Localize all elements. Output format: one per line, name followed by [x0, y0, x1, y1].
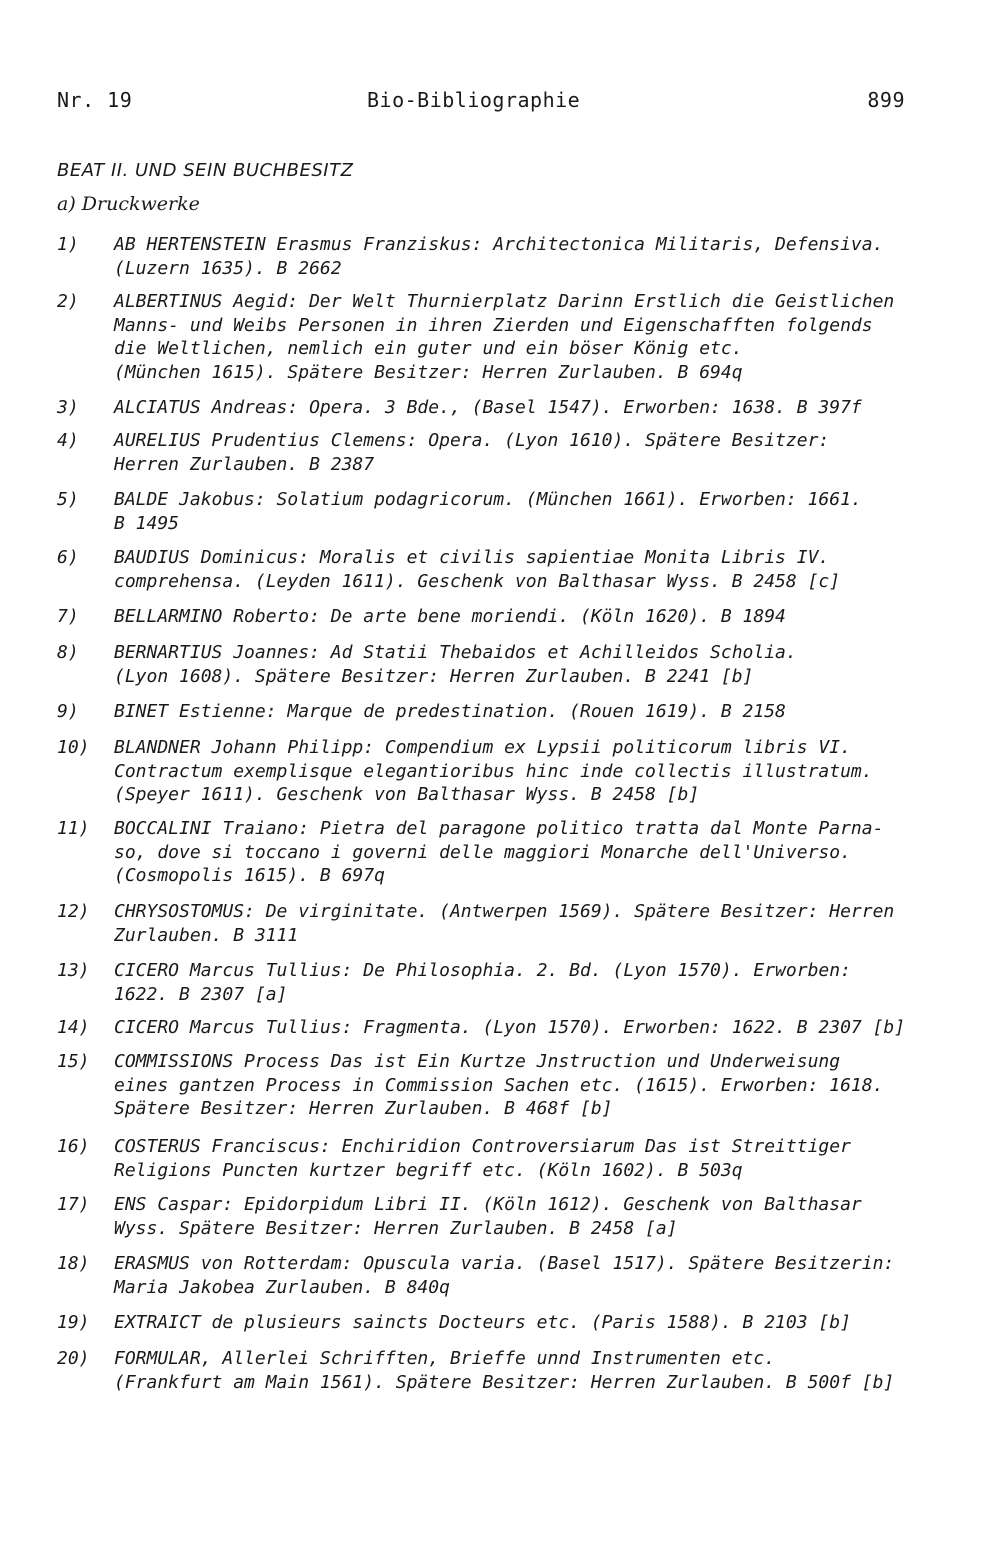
entry-text [114, 396, 944, 420]
entry-line: (Lyon 1608). Spätere Besitzer: Herren Zurlauben. B 2241 [b] [114, 665, 754, 687]
entry-text [114, 641, 944, 688]
entry-number: 8) [57, 642, 79, 663]
entry-line: B 1495 [114, 512, 180, 534]
entry-line: (Frankfurt am Main 1561). Spätere Besitzer: Herren Zurlauben. B 500f [b] [114, 1371, 895, 1393]
entry-number: 11) [57, 818, 90, 839]
entry-line: Manns- und Weibs Personen in ihren Zierden und Eigenschafften folgends [114, 314, 873, 336]
running-title: Bio-Bibliographie [367, 88, 581, 112]
entry-line: eines gantzen Process in Commission Sachen etc. (1615). Erworben: 1618. [114, 1074, 884, 1096]
entry-text [114, 1311, 944, 1335]
entry-text [114, 488, 944, 535]
entry-number: 5) [57, 489, 79, 510]
entry-line: COSTERUS Franciscus: Enchiridion Controversiarum Das ist Streittiger [114, 1136, 851, 1157]
entry-number: 3) [57, 397, 79, 418]
entry-line: ERASMUS von Rotterdam: Opuscula varia. (Basel 1517). Spätere Besitzerin: [114, 1253, 895, 1274]
entry-line: Maria Jakobea Zurlauben. B 840q [114, 1276, 450, 1298]
entry-number: 4) [57, 430, 79, 451]
entry-line: Wyss. Spätere Besitzer: Herren Zurlauben. B 2458 [a] [114, 1217, 678, 1239]
entry-text [114, 1252, 944, 1299]
entry-line: Contractum exemplisque elegantioribus hinc inde collectis illustratum. [114, 760, 873, 782]
entry-number: 16) [57, 1136, 90, 1157]
entry-text [114, 290, 944, 384]
entry-line: so, dove si toccano i governi delle maggiori Monarche dell'Universo. [114, 841, 851, 863]
entry-text [114, 605, 944, 629]
entry-number: 1) [57, 234, 79, 255]
entry-line: AURELIUS Prudentius Clemens: Opera. (Lyon 1610). Spätere Besitzer: [114, 430, 830, 451]
page-number: 899 [867, 88, 905, 112]
section-title: BEAT II. UND SEIN BUCHBESITZ [57, 160, 354, 181]
entry-line: die Weltlichen, nemlich ein guter und ein böser König etc. [114, 338, 743, 359]
entry-line: CHRYSOSTOMUS: De virginitate. (Antwerpen 1569). Spätere Besitzer: Herren [114, 901, 895, 922]
entry-line: CICERO Marcus Tullius: Fragmenta. (Lyon 1570). Erworben: 1622. B 2307 [b] [114, 1017, 906, 1038]
entry-number: 19) [57, 1312, 90, 1333]
entry-line: BALDE Jakobus: Solatium podagricorum. (München 1661). Erworben: 1661. [114, 489, 862, 510]
entry-line: ENS Caspar: Epidorpidum Libri II. (Köln 1612). Geschenk von Balthasar [114, 1194, 862, 1215]
entry-number: 17) [57, 1194, 90, 1215]
entry-line: comprehensa. (Leyden 1611). Geschenk von Balthasar Wyss. B 2458 [c] [114, 570, 841, 592]
entry-text [114, 1135, 944, 1182]
entry-text [114, 700, 944, 724]
entry-text [114, 233, 944, 280]
entry-number: 7) [57, 606, 79, 627]
entry-number: 10) [57, 737, 90, 758]
entry-line: Spätere Besitzer: Herren Zurlauben. B 468f [b] [114, 1098, 613, 1119]
entry-line: ALBERTINUS Aegid: Der Welt Thurnierplatz Darinn Erstlich die Geistlichen [114, 291, 895, 312]
entry-text [114, 959, 944, 1006]
entry-line: (Cosmopolis 1615). B 697q [114, 865, 385, 886]
entry-line: FORMULAR, Allerlei Schrifften, Brieffe unnd Instrumenten etc. [114, 1348, 776, 1369]
entry-line: (Speyer 1611). Geschenk von Balthasar Wyss. B 2458 [b] [114, 784, 700, 805]
entry-text [114, 736, 944, 807]
entry-line: CICERO Marcus Tullius: De Philosophia. 2. Bd. (Lyon 1570). Erworben: [114, 960, 851, 981]
entry-text [114, 1016, 944, 1040]
entry-line: 1622. B 2307 [a] [114, 983, 288, 1005]
entry-line: BLANDNER Johann Philipp: Compendium ex Lypsii politicorum libris VI. [114, 737, 851, 758]
subheading: a) Druckwerke [57, 193, 200, 215]
entry-line: Religions Puncten kurtzer begriff etc. (Köln 1602). B 503q [114, 1159, 743, 1181]
entry-text [114, 817, 944, 888]
entry-text [114, 1347, 944, 1394]
entry-line: Herren Zurlauben. B 2387 [114, 453, 375, 475]
entry-number: 14) [57, 1017, 90, 1038]
entry-number: 15) [57, 1051, 90, 1072]
entry-line: Zurlauben. B 3111 [114, 924, 299, 946]
entry-line: EXTRAICT de plusieurs saincts Docteurs etc. (Paris 1588). B 2103 [b] [114, 1312, 851, 1333]
page-header [57, 88, 905, 116]
entry-text [114, 429, 944, 476]
entry-text [114, 1193, 944, 1240]
entry-number: 20) [57, 1348, 90, 1369]
entry-line: (München 1615). Spätere Besitzer: Herren Zurlauben. B 694q [114, 361, 743, 383]
entry-text [114, 900, 944, 947]
entry-line: (Luzern 1635). B 2662 [114, 257, 342, 279]
entry-text [114, 546, 944, 593]
entry-number: 6) [57, 547, 79, 568]
entry-number: 18) [57, 1253, 90, 1274]
entry-line: BOCCALINI Traiano: Pietra del paragone politico tratta dal Monte Parna- [114, 818, 884, 839]
entry-line: ALCIATUS Andreas: Opera. 3 Bde., (Basel 1547). Erworben: 1638. B 397f [114, 397, 862, 418]
entry-line: BERNARTIUS Joannes: Ad Statii Thebaidos et Achilleidos Scholia. [114, 642, 797, 663]
entry-line: BINET Estienne: Marque de predestination. (Rouen 1619). B 2158 [114, 701, 786, 722]
entry-number: 12) [57, 901, 90, 922]
entry-number: 2) [57, 291, 79, 312]
entry-number: 9) [57, 701, 79, 722]
entry-line: COMMISSIONS Process Das ist Ein Kurtze Jnstruction und Underweisung [114, 1051, 841, 1072]
entry-line: BAUDIUS Dominicus: Moralis et civilis sapientiae Monita Libris IV. [114, 547, 830, 568]
entry-line: AB HERTENSTEIN Erasmus Franziskus: Architectonica Militaris, Defensiva. [114, 234, 884, 255]
entry-number: 13) [57, 960, 90, 981]
entry-line: BELLARMINO Roberto: De arte bene moriendi. (Köln 1620). B 1894 [114, 606, 786, 627]
entry-text [114, 1050, 944, 1121]
issue-number: Nr. 19 [57, 88, 133, 112]
